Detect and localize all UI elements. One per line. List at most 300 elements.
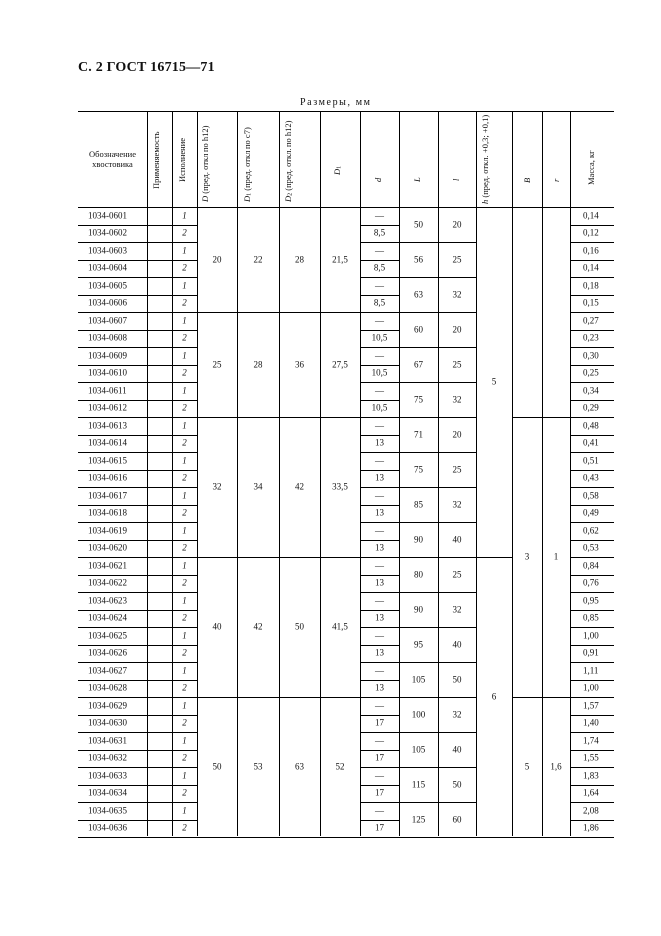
row-divider [360,400,399,401]
row-d: — [375,455,384,466]
row-mass: 1,86 [583,822,599,833]
row-version: 2 [182,227,187,238]
group-D1: 28 [253,359,263,369]
header-l-symbol: l [451,178,461,182]
row-designation: 1034-0621 [88,560,127,571]
row-divider [78,575,197,576]
header-D2 [284,118,294,202]
row-designation: 1034-0611 [88,385,127,396]
row-version: 1 [182,595,187,606]
row-divider [570,365,614,366]
row-divider [360,242,399,243]
row-designation: 1034-0634 [88,787,127,798]
row-divider [78,592,197,593]
group-D2: 42 [295,481,304,492]
row-mass: 0,58 [583,490,599,501]
row-version: 2 [182,612,187,623]
row-divider [570,435,614,436]
row-designation: 1034-0603 [88,245,127,256]
row-divider [399,312,476,313]
column-divider [476,111,477,836]
row-version: 1 [182,420,187,431]
group-h: 5 [491,376,497,387]
row-d: 17 [375,787,384,798]
row-divider [399,592,476,593]
row-designation: 1034-0612 [88,402,127,413]
row-divider [399,242,476,243]
row-divider [570,470,614,471]
group-D2: 63 [295,761,304,772]
header-D [201,118,211,202]
row-divider [570,505,614,506]
row-divider [570,592,614,593]
group-D: 25 [212,359,222,369]
row-divider [360,225,399,226]
pair-l: 32 [452,499,462,509]
row-divider [570,452,614,453]
row-divider [399,697,476,698]
header-r-symbol: r [551,178,561,182]
row-mass: 1,00 [583,630,599,641]
row-divider [360,610,399,611]
row-d: 8,5 [373,297,386,308]
row-d: 13 [375,612,384,623]
row-mass: 1,11 [583,665,599,676]
row-divider [360,592,399,593]
row-divider [360,662,399,663]
pair-L: 125 [411,814,426,824]
row-version: 1 [182,280,187,291]
row-designation: 1034-0616 [88,472,127,483]
row-designation: 1034-0635 [88,805,127,816]
group-D3: 52 [335,761,345,772]
row-designation: 1034-0617 [88,490,127,501]
row-divider [570,785,614,786]
row-designation: 1034-0602 [88,227,127,238]
row-designation: 1034-0618 [88,507,127,518]
row-version: 2 [182,647,187,658]
row-designation: 1034-0615 [88,455,127,466]
row-divider [78,522,197,523]
row-divider [570,242,614,243]
row-divider [360,312,399,313]
row-divider [360,365,399,366]
row-mass: 1,64 [583,787,599,798]
row-divider [360,452,399,453]
row-d: 10,5 [371,402,388,413]
group-B: 3 [524,551,530,562]
group-D3: 41,5 [332,621,348,632]
row-divider [78,452,197,453]
row-version: 2 [182,577,187,588]
row-divider [570,225,614,226]
row-version: 2 [182,787,187,798]
row-divider [570,662,614,663]
row-designation: 1034-0614 [88,437,127,448]
row-divider [570,382,614,383]
group-D2: 36 [295,359,304,369]
row-mass: 0,76 [583,577,599,588]
row-divider [360,645,399,646]
row-mass: 0,49 [583,507,599,518]
header-h-symbol: h [480,199,490,204]
column-divider [570,111,571,836]
row-mass: 1,55 [583,752,599,763]
row-d: 13 [375,472,384,483]
row-divider [78,645,197,646]
pair-l: 32 [452,709,462,719]
row-divider [78,697,197,698]
row-divider [78,242,197,243]
row-divider [360,382,399,383]
row-mass: 0,18 [583,280,599,291]
row-divider [360,295,399,296]
row-d: — [375,700,384,711]
row-divider [78,837,614,838]
header-designation: Обозначение хвостовика [89,148,136,169]
group-D1: 42 [253,621,263,632]
row-divider [78,750,197,751]
row-divider [570,312,614,313]
row-divider [78,435,197,436]
header-D1-sub: 1 [246,192,253,196]
group-D: 20 [212,254,222,264]
row-divider [360,435,399,436]
header-D2-note2: по h12) [283,120,293,147]
row-divider [399,732,476,733]
row-d: 13 [375,647,384,658]
row-divider [570,680,614,681]
row-divider [360,715,399,716]
pair-L: 95 [414,639,423,649]
row-designation: 1034-0605 [88,280,127,291]
header-D1-symbol: D [242,195,252,202]
row-divider [360,732,399,733]
row-version: 2 [182,367,187,378]
row-d: — [375,770,384,781]
row-mass: 0,53 [583,542,599,553]
row-divider [570,610,614,611]
row-designation: 1034-0630 [88,717,127,728]
group-D2: 50 [295,621,304,632]
row-divider [570,715,614,716]
units-caption: Размеры, мм [300,97,372,108]
row-divider [360,557,399,558]
row-d: — [375,595,384,606]
row-version: 2 [182,717,187,728]
header-d-symbol: d [373,177,383,183]
row-divider [197,557,360,558]
pair-l: 32 [452,394,462,404]
row-d: 10,5 [371,332,388,343]
row-divider [570,750,614,751]
pair-l: 20 [452,219,462,229]
row-divider [570,540,614,541]
row-divider [570,802,614,803]
row-divider [197,417,360,418]
row-mass: 0,95 [583,595,599,606]
row-divider [570,820,614,821]
row-divider [78,400,197,401]
row-version: 2 [182,437,187,448]
column-divider [237,111,238,836]
row-divider [197,312,360,313]
row-divider [78,767,197,768]
row-d: — [375,735,384,746]
row-divider [360,522,399,523]
row-designation: 1034-0629 [88,700,127,711]
row-divider [78,225,197,226]
row-version: 1 [182,315,187,326]
row-divider [78,487,197,488]
header-L-symbol: L [412,177,422,183]
row-d: 8,5 [373,262,386,273]
row-divider [360,277,399,278]
row-divider [570,347,614,348]
row-divider [360,680,399,681]
row-version: 2 [182,682,187,693]
row-version: 1 [182,490,187,501]
header-l [452,165,461,195]
row-divider [78,715,197,716]
pair-L: 90 [414,534,423,544]
pair-l: 32 [452,604,462,614]
row-version: 1 [182,210,187,221]
row-mass: 0,51 [583,455,599,466]
row-divider [570,487,614,488]
pair-L: 67 [414,359,423,369]
row-d: 17 [375,752,384,763]
row-version: 2 [182,297,187,308]
table-top-border [78,111,614,112]
row-divider [78,540,197,541]
row-designation: 1034-0636 [88,822,127,833]
column-divider [320,111,321,836]
row-divider [570,417,614,418]
pair-L: 75 [414,394,423,404]
group-r: 1,6 [550,761,562,772]
group-h: 6 [491,691,497,702]
row-designation: 1034-0607 [88,315,127,326]
pair-l: 50 [452,779,462,789]
group-D1: 22 [253,254,263,264]
pair-L: 105 [411,674,426,684]
row-mass: 0,48 [583,420,599,431]
row-designation: 1034-0613 [88,420,127,431]
row-mass: 0,14 [583,262,599,273]
row-designation: 1034-0633 [88,770,127,781]
row-divider [78,470,197,471]
row-divider [570,522,614,523]
row-version: 1 [182,630,187,641]
row-divider [360,820,399,821]
row-d: 13 [375,682,384,693]
row-divider [399,662,476,663]
row-divider [78,627,197,628]
row-version: 2 [182,472,187,483]
row-version: 1 [182,560,187,571]
row-d: — [375,490,384,501]
row-d: — [375,420,384,431]
header-bottom-border [78,207,614,208]
row-divider [78,557,197,558]
column-divider [512,111,513,836]
column-divider [438,111,439,836]
row-version: 1 [182,770,187,781]
row-divider [360,470,399,471]
row-divider [512,697,570,698]
row-d: 13 [375,437,384,448]
header-h-note2: +0,3; +0,1) [480,115,490,154]
pair-L: 80 [414,569,423,579]
header-version: Исполнение [177,137,187,183]
row-designation: 1034-0606 [88,297,127,308]
row-divider [399,487,476,488]
row-mass: 0,84 [583,560,599,571]
row-divider [399,417,476,418]
row-divider [78,312,197,313]
row-divider [399,627,476,628]
row-designation: 1034-0627 [88,665,127,676]
row-d: — [375,630,384,641]
row-divider [570,697,614,698]
pair-l: 25 [452,359,462,369]
row-divider [360,575,399,576]
row-d: 13 [375,577,384,588]
group-D2: 28 [295,254,304,264]
row-version: 1 [182,665,187,676]
row-divider [399,522,476,523]
row-version: 1 [182,350,187,361]
header-L [413,165,422,195]
header-B-symbol: B [522,177,532,183]
pair-L: 50 [414,219,423,229]
row-designation: 1034-0628 [88,682,127,693]
row-divider [360,750,399,751]
row-version: 1 [182,735,187,746]
header-d [374,165,383,195]
row-divider [570,732,614,733]
row-version: 1 [182,385,187,396]
header-h-note1: (пред. откл. [480,155,490,200]
row-divider [512,417,570,418]
pair-L: 71 [414,429,423,439]
header-D2-note1: (пред. откл. [283,148,293,193]
row-designation: 1034-0620 [88,542,127,553]
row-mass: 0,41 [583,437,599,448]
header-D1-note2: по с7) [242,126,252,149]
row-mass: 0,23 [583,332,599,343]
row-mass: 0,91 [583,647,599,658]
row-d: — [375,245,384,256]
row-d: — [375,805,384,816]
row-version: 2 [182,507,187,518]
row-divider [78,347,197,348]
row-divider [360,802,399,803]
row-divider [570,645,614,646]
row-d: 13 [375,542,384,553]
row-version: 2 [182,262,187,273]
pair-L: 105 [411,744,426,754]
row-mass: 0,62 [583,525,599,536]
row-version: 2 [182,542,187,553]
row-mass: 0,25 [583,367,599,378]
column-divider [399,111,400,836]
header-D1-note1: (пред. откл [242,150,252,193]
pair-l: 25 [452,569,462,579]
row-divider [360,417,399,418]
row-divider [360,260,399,261]
group-D3: 27,5 [332,359,348,369]
group-B: 5 [524,761,530,772]
pair-l: 25 [452,254,462,264]
row-version: 1 [182,525,187,536]
row-mass: 1,00 [583,682,599,693]
pair-l: 20 [452,429,462,439]
header-applicability: Применяемость [151,131,161,189]
pair-l: 20 [452,324,462,334]
row-mass: 0,12 [583,227,599,238]
row-divider [570,400,614,401]
row-d: 17 [375,717,384,728]
row-divider [78,732,197,733]
row-divider [78,505,197,506]
pair-l: 40 [452,639,462,649]
row-mass: 0,16 [583,245,599,256]
row-mass: 0,27 [583,315,599,326]
row-mass: 2,08 [583,805,599,816]
pair-L: 63 [414,289,423,299]
row-divider [399,767,476,768]
row-d: 17 [375,822,384,833]
pair-l: 60 [452,814,462,824]
row-divider [78,295,197,296]
row-divider [78,417,197,418]
row-version: 2 [182,752,187,763]
row-divider [360,487,399,488]
pair-l: 40 [452,534,462,544]
row-designation: 1034-0623 [88,595,127,606]
page-title: С. 2 ГОСТ 16715—71 [78,60,215,75]
row-divider [399,382,476,383]
row-d: 8,5 [373,227,386,238]
row-d: — [375,350,384,361]
group-D3: 33,5 [332,481,348,492]
row-d: — [375,280,384,291]
row-divider [570,627,614,628]
row-mass: 0,85 [583,612,599,623]
row-divider [360,767,399,768]
pair-l: 25 [452,464,462,474]
row-d: — [375,525,384,536]
column-divider [360,111,361,836]
row-mass: 0,15 [583,297,599,308]
row-version: 2 [182,402,187,413]
group-D: 32 [212,481,222,492]
row-version: 1 [182,700,187,711]
group-D: 40 [212,621,222,632]
row-version: 2 [182,822,187,833]
header-D-note1: (пред. откл [200,153,210,196]
header-D2-symbol: D [283,195,293,202]
header-D-symbol: D [200,195,210,202]
row-designation: 1034-0619 [88,525,127,536]
row-divider [570,260,614,261]
row-d: — [375,560,384,571]
group-D3: 21,5 [332,254,348,264]
pair-l: 32 [452,289,462,299]
column-divider [172,111,173,836]
